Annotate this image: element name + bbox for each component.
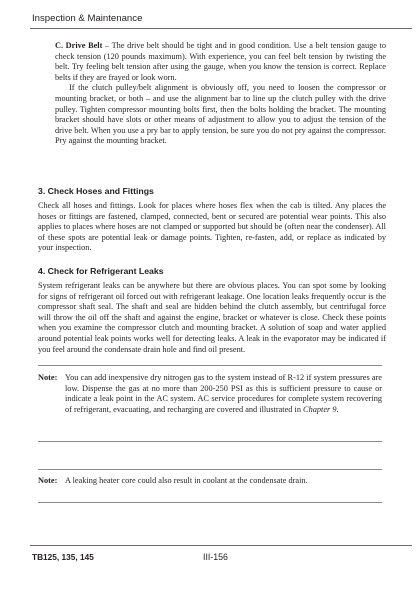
- note-1-end: .: [336, 404, 339, 414]
- footer-rule: [30, 545, 412, 546]
- header-rule: [30, 28, 412, 29]
- section-4-body: System refrigerant leaks can be anywhere but there are obvious places. You can spot some by looking for signs of refrigerant oil forced out with refrigerant leakage. One location leaks frequently occur is the compressor shaft seal. The shaft and seal are hidden behind the clutch assembly, but centrifugal force will throw the oil off the shaft and against the engine, bracket or whatever is close. Check these points when you examine the compressor clutch and mounting bracket. A solution of soap and water applied around potential leak points works well for detecting leaks. A leak in the evaporator may be indicated if you feel around the condensate drain hole and find oil present.: [38, 281, 386, 354]
- note-1-text: [65, 373, 382, 415]
- section-3-heading: 3. Check Hoses and Fittings: [38, 186, 154, 196]
- note-1-bottom-rule: [38, 441, 382, 442]
- note-2-bottom-rule: [38, 502, 382, 503]
- note-1-chapter-ref: Chapter 9: [303, 404, 337, 414]
- section-3-body: Check all hoses and fittings. Look for places where hoses flex when the cab is tilted. Any places the hoses or fittings are fastened, clamped, connected, bent or secured are potential wear points. This also applies to places where hoses are not clamped or supported but should be (often near the condenser). All of these spots are potential leak or damage points. Tighten, re-fasten, add, or replace as indicated by your inspection.: [38, 201, 386, 253]
- note-2-label: Note:: [38, 476, 58, 485]
- note-2-top-rule: [38, 469, 382, 470]
- drive-belt-section: [55, 41, 386, 147]
- drive-belt-lead: C. Drive Belt: [55, 41, 103, 50]
- drive-belt-paragraph-1: [55, 41, 386, 83]
- section-4-heading: 4. Check for Refrigerant Leaks: [38, 266, 164, 276]
- page-number: III-156: [203, 552, 228, 562]
- note-1-body: You can add inexpensive dry nitrogen gas to the system instead of R-12 if system pressures are low. Dispense the gas at no more than 200-250 PSI as this is sufficient pressure to cause or indicate a leak point in the AC system. AC service procedures for complete system recovering of refrigerant, evacuating, and recharging are covered and illustrated in: [65, 373, 382, 414]
- drive-belt-text-1: – The drive belt should be tight and in good condition. Use a belt tension gauge to check tension (120 pounds maximum). With experience, you can feel belt tension by twisting the belt. Try feeling belt tension after using the gauge, when you know the tension is correct. Replace belts if they are frayed or look worn.: [55, 41, 386, 82]
- running-header: Inspection & Maintenance: [32, 13, 143, 24]
- note-1-top-rule: [38, 365, 382, 366]
- footer-model-numbers: TB125, 135, 145: [32, 552, 94, 562]
- note-2-text: A leaking heater core could also result in coolant at the condensate drain.: [65, 476, 308, 485]
- note-1-label: Note:: [38, 373, 58, 382]
- drive-belt-paragraph-2: If the clutch pulley/belt alignment is obviously off, you need to loosen the compressor or mounting bracket, or both – and use the alignment bar to line up the clutch pulley with the drive pulley. Tighten compressor mounting bolts first, then the bolts holding the bracket. The mounting bracket should have slots or other means of adjustment to allow you to adjust the tension of the drive belt. When you use a pry bar to apply tension, be sure you do not pry against the compressor. Pry against the mounting bracket.: [55, 83, 386, 146]
